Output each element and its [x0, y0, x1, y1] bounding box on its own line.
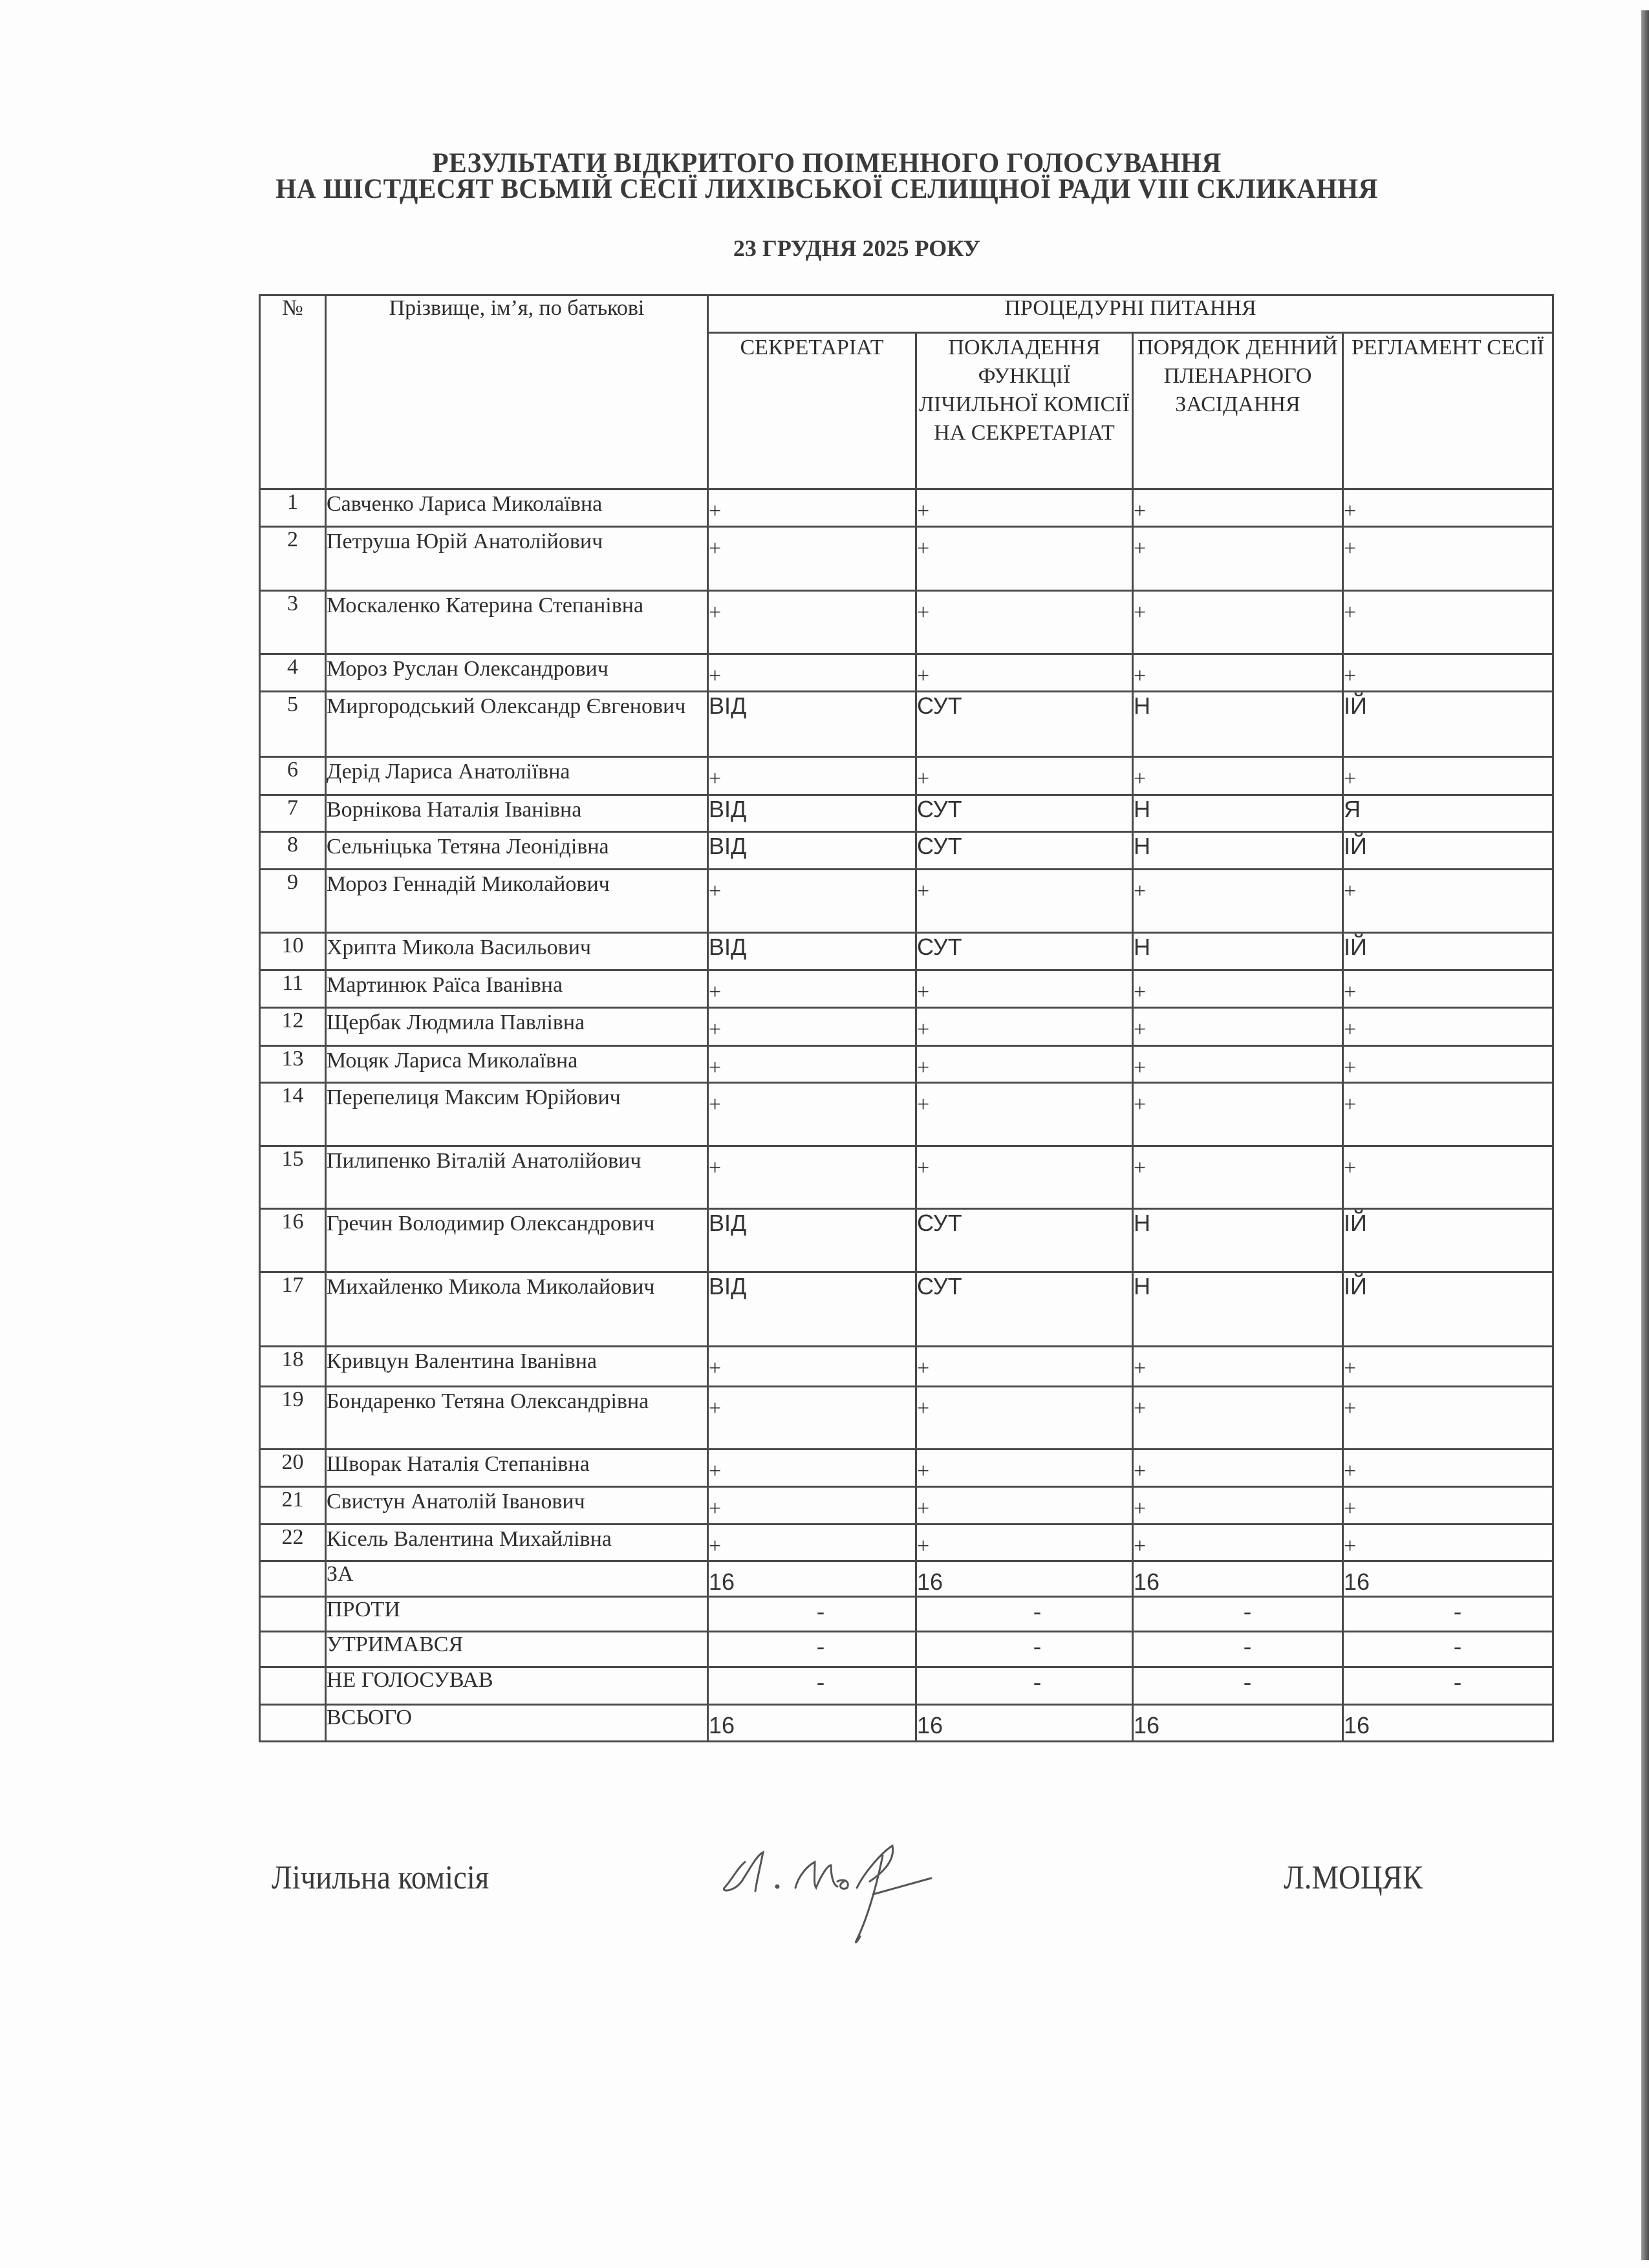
- deputy-name: Щербак Людмила Павлівна: [326, 1008, 708, 1046]
- vote-cell: +: [916, 870, 1133, 933]
- row-number: 15: [260, 1146, 326, 1209]
- table-row: [260, 1046, 1553, 1083]
- empty-number-cell: [260, 1597, 326, 1632]
- deputy-name: Дерід Лариса Анатоліївна: [326, 757, 708, 795]
- table-row: [260, 692, 1553, 757]
- deputy-name: Петруша Юрій Анатолійович: [326, 527, 708, 591]
- table-row: [260, 1487, 1553, 1524]
- vote-cell: +: [916, 1524, 1133, 1561]
- vote-cell: +: [1343, 1046, 1553, 1083]
- vote-cell: +: [1133, 870, 1343, 933]
- vote-cell: СУТ: [916, 795, 1133, 832]
- vote-cell: СУТ: [916, 933, 1133, 970]
- vote-cell: +: [916, 591, 1133, 654]
- deputy-name: Савченко Лариса Миколаївна: [326, 489, 708, 527]
- vote-cell: +: [1343, 489, 1553, 527]
- deputy-name: Бондаренко Тетяна Олександрівна: [326, 1387, 708, 1450]
- row-number: 18: [260, 1347, 326, 1387]
- header-number: №: [260, 295, 326, 489]
- vote-cell: Н: [1133, 933, 1343, 970]
- vote-cell: Н: [1133, 1209, 1343, 1272]
- row-number: 7: [260, 795, 326, 832]
- vote-cell: ВІД: [708, 1272, 916, 1347]
- empty-number-cell: [260, 1561, 326, 1597]
- deputy-name: Мороз Геннадій Миколайович: [326, 870, 708, 933]
- row-number: 9: [260, 870, 326, 933]
- row-number: 19: [260, 1387, 326, 1450]
- vote-cell: +: [1133, 654, 1343, 692]
- vote-cell: +: [708, 1347, 916, 1387]
- vote-cell: +: [916, 970, 1133, 1008]
- vote-cell: +: [916, 489, 1133, 527]
- totals-value: -: [1133, 1667, 1343, 1705]
- deputy-name: Хрипта Микола Васильович: [326, 933, 708, 970]
- deputy-name: Свистун Анатолій Іванович: [326, 1487, 708, 1524]
- totals-value: 16: [1343, 1561, 1553, 1597]
- vote-cell: ІЙ: [1343, 1272, 1553, 1347]
- header-procedural-questions: ПРОЦЕДУРНІ ПИТАННЯ: [708, 295, 1553, 333]
- totals-label: ЗА: [326, 1561, 708, 1597]
- deputy-name: Шворак Наталія Степанівна: [326, 1450, 708, 1487]
- row-number: 4: [260, 654, 326, 692]
- totals-value: 16: [708, 1561, 916, 1597]
- totals-value: -: [1343, 1632, 1553, 1667]
- vote-cell: +: [708, 489, 916, 527]
- empty-number-cell: [260, 1632, 326, 1667]
- vote-cell: +: [1343, 1008, 1553, 1046]
- deputy-name: Перепелиця Максим Юрійович: [326, 1083, 708, 1146]
- signatory-name: Л.МОЦЯК: [1284, 1859, 1423, 1896]
- table-row: [260, 1387, 1553, 1450]
- vote-cell: Н: [1133, 1272, 1343, 1347]
- table-row: [260, 1347, 1553, 1387]
- totals-value: 16: [916, 1561, 1133, 1597]
- row-number: 6: [260, 757, 326, 795]
- deputy-name: Михайленко Микола Миколайович: [326, 1272, 708, 1347]
- totals-row: [260, 1705, 1553, 1742]
- vote-cell: +: [708, 527, 916, 591]
- document-title-line2: НА ШІСТДЕСЯТ ВСЬМІЙ СЕСІЇ ЛИХІВСЬКОЇ СЕЛИЩНОЇ РАДИ VIII СКЛИКАННЯ: [275, 174, 1378, 204]
- table-row: [260, 933, 1553, 970]
- totals-label: НЕ ГОЛОСУВАВ: [326, 1667, 708, 1705]
- row-number: 13: [260, 1046, 326, 1083]
- vote-cell: +: [1343, 527, 1553, 591]
- vote-cell: +: [708, 1524, 916, 1561]
- vote-cell: +: [1133, 489, 1343, 527]
- vote-cell: ВІД: [708, 832, 916, 870]
- vote-cell: +: [916, 527, 1133, 591]
- row-number: 16: [260, 1209, 326, 1272]
- vote-cell: ВІД: [708, 692, 916, 757]
- table-row: [260, 1450, 1553, 1487]
- vote-cell: +: [708, 1046, 916, 1083]
- totals-value: 16: [1343, 1705, 1553, 1742]
- vote-cell: +: [1133, 1487, 1343, 1524]
- row-number: 3: [260, 591, 326, 654]
- vote-cell: СУТ: [916, 832, 1133, 870]
- totals-value: -: [916, 1597, 1133, 1632]
- totals-value: -: [916, 1667, 1133, 1705]
- vote-cell: ІЙ: [1343, 1209, 1553, 1272]
- vote-cell: СУТ: [916, 692, 1133, 757]
- vote-cell: +: [916, 1347, 1133, 1387]
- vote-cell: +: [1343, 1347, 1553, 1387]
- table-row: [260, 757, 1553, 795]
- vote-cell: +: [1343, 970, 1553, 1008]
- table-row: [260, 1083, 1553, 1146]
- vote-cell: ІЙ: [1343, 692, 1553, 757]
- vote-cell: +: [708, 970, 916, 1008]
- empty-number-cell: [260, 1667, 326, 1705]
- vote-cell: +: [916, 1450, 1133, 1487]
- totals-label: ВСЬОГО: [326, 1705, 708, 1742]
- vote-cell: +: [1133, 1524, 1343, 1561]
- vote-cell: +: [708, 654, 916, 692]
- vote-cell: +: [1133, 1347, 1343, 1387]
- header-full-name: Прізвище, ім’я, по батькові: [326, 295, 708, 489]
- vote-cell: ІЙ: [1343, 933, 1553, 970]
- vote-cell: Н: [1133, 795, 1343, 832]
- deputy-name: Миргородський Олександр Євгенович: [326, 692, 708, 757]
- totals-value: -: [1343, 1597, 1553, 1632]
- deputy-name: Мартинюк Раїса Іванівна: [326, 970, 708, 1008]
- vote-cell: +: [1133, 591, 1343, 654]
- totals-value: -: [1133, 1632, 1343, 1667]
- vote-cell: +: [708, 1487, 916, 1524]
- deputy-name: Пилипенко Віталій Анатолійович: [326, 1146, 708, 1209]
- row-number: 5: [260, 692, 326, 757]
- totals-label: ПРОТИ: [326, 1597, 708, 1632]
- vote-cell: +: [1133, 970, 1343, 1008]
- row-number: 10: [260, 933, 326, 970]
- totals-value: -: [708, 1632, 916, 1667]
- totals-value: 16: [708, 1705, 916, 1742]
- vote-cell: +: [708, 1083, 916, 1146]
- vote-cell: +: [1133, 1083, 1343, 1146]
- row-number: 20: [260, 1450, 326, 1487]
- vote-cell: СУТ: [916, 1209, 1133, 1272]
- row-number: 2: [260, 527, 326, 591]
- vote-cell: +: [708, 1450, 916, 1487]
- deputy-name: Кісель Валентина Михайлівна: [326, 1524, 708, 1561]
- header-session-rules: РЕГЛАМЕНТ СЕСІЇ: [1343, 333, 1553, 489]
- empty-number-cell: [260, 1705, 326, 1742]
- table-row: [260, 527, 1553, 591]
- vote-cell: ВІД: [708, 795, 916, 832]
- vote-cell: +: [1133, 1046, 1343, 1083]
- totals-value: -: [1343, 1667, 1553, 1705]
- deputy-name: Кривцун Валентина Іванівна: [326, 1347, 708, 1387]
- document-date: 23 ГРУДНЯ 2025 РОКУ: [733, 235, 981, 261]
- row-number: 1: [260, 489, 326, 527]
- vote-cell: +: [1343, 1146, 1553, 1209]
- vote-cell: ВІД: [708, 1209, 916, 1272]
- deputy-name: Гречин Володимир Олександрович: [326, 1209, 708, 1272]
- totals-value: -: [1133, 1597, 1343, 1632]
- table-row: [260, 832, 1553, 870]
- vote-cell: Я: [1343, 795, 1553, 832]
- vote-cell: +: [916, 1387, 1133, 1450]
- row-number: 11: [260, 970, 326, 1008]
- table-row: [260, 970, 1553, 1008]
- vote-cell: +: [708, 1146, 916, 1209]
- vote-cell: +: [1133, 1008, 1343, 1046]
- vote-cell: +: [916, 1487, 1133, 1524]
- table-row: [260, 870, 1553, 933]
- totals-value: -: [916, 1632, 1133, 1667]
- row-number: 17: [260, 1272, 326, 1347]
- table-row: [260, 591, 1553, 654]
- totals-value: -: [708, 1667, 916, 1705]
- vote-cell: +: [916, 654, 1133, 692]
- totals-value: 16: [1133, 1705, 1343, 1742]
- table-row: [260, 1146, 1553, 1209]
- vote-cell: +: [1133, 1387, 1343, 1450]
- table-row: [260, 1272, 1553, 1347]
- vote-cell: Н: [1133, 832, 1343, 870]
- vote-cell: +: [1343, 591, 1553, 654]
- totals-value: 16: [916, 1705, 1133, 1742]
- vote-cell: Н: [1133, 692, 1343, 757]
- vote-cell: +: [1343, 1487, 1553, 1524]
- vote-cell: +: [708, 757, 916, 795]
- table-row: [260, 795, 1553, 832]
- signature-icon: [718, 1843, 976, 1985]
- vote-cell: +: [916, 1083, 1133, 1146]
- counting-commission-label: Лічильна комісія: [272, 1859, 490, 1896]
- document-title-line1: РЕЗУЛЬТАТИ ВІДКРИТОГО ПОІМЕННОГО ГОЛОСУВАННЯ: [432, 148, 1222, 178]
- vote-cell: ІЙ: [1343, 832, 1553, 870]
- row-number: 14: [260, 1083, 326, 1146]
- vote-cell: +: [708, 1008, 916, 1046]
- table-row: [260, 654, 1553, 692]
- deputy-name: Ворнікова Наталія Іванівна: [326, 795, 708, 832]
- row-number: 21: [260, 1487, 326, 1524]
- totals-row: [260, 1632, 1553, 1667]
- vote-cell: +: [1133, 527, 1343, 591]
- table-row: [260, 1209, 1553, 1272]
- table-row: [260, 1008, 1553, 1046]
- vote-cell: +: [1343, 1450, 1553, 1487]
- totals-value: 16: [1133, 1561, 1343, 1597]
- vote-cell: +: [708, 591, 916, 654]
- scan-edge-shadow: [1641, 10, 1649, 2260]
- deputy-name: Мороз Руслан Олександрович: [326, 654, 708, 692]
- vote-cell: ВІД: [708, 933, 916, 970]
- voting-results-table: [259, 294, 1554, 1742]
- vote-cell: +: [916, 1146, 1133, 1209]
- header-counting-commission: ПОКЛАДЕННЯ ФУНКЦІЇ ЛІЧИЛЬНОЇ КОМІСІЇ НА СЕКРЕТАРІАТ: [916, 333, 1133, 489]
- vote-cell: СУТ: [916, 1272, 1133, 1347]
- vote-cell: +: [916, 1046, 1133, 1083]
- table-row: [260, 489, 1553, 527]
- vote-cell: +: [1133, 1450, 1343, 1487]
- vote-cell: +: [1343, 870, 1553, 933]
- deputy-name: Сельніцька Тетяна Леонідівна: [326, 832, 708, 870]
- vote-cell: +: [916, 757, 1133, 795]
- vote-cell: +: [1343, 1387, 1553, 1450]
- deputy-name: Москаленко Катерина Степанівна: [326, 591, 708, 654]
- totals-value: -: [708, 1597, 916, 1632]
- header-secretariat: СЕКРЕТАРІАТ: [708, 333, 916, 489]
- totals-row: [260, 1597, 1553, 1632]
- vote-cell: +: [708, 870, 916, 933]
- row-number: 8: [260, 832, 326, 870]
- vote-cell: +: [1343, 757, 1553, 795]
- table-row: [260, 1524, 1553, 1561]
- vote-cell: +: [916, 1008, 1133, 1046]
- vote-cell: +: [708, 1387, 916, 1450]
- vote-cell: +: [1133, 757, 1343, 795]
- vote-cell: +: [1343, 1524, 1553, 1561]
- vote-cell: +: [1343, 1083, 1553, 1146]
- totals-row: [260, 1561, 1553, 1597]
- totals-row: [260, 1667, 1553, 1705]
- vote-cell: +: [1133, 1146, 1343, 1209]
- header-agenda: ПОРЯДОК ДЕННИЙ ПЛЕНАРНОГО ЗАСІДАННЯ: [1133, 333, 1343, 489]
- deputy-name: Моцяк Лариса Миколаївна: [326, 1046, 708, 1083]
- totals-label: УТРИМАВСЯ: [326, 1632, 708, 1667]
- row-number: 22: [260, 1524, 326, 1561]
- row-number: 12: [260, 1008, 326, 1046]
- vote-cell: +: [1343, 654, 1553, 692]
